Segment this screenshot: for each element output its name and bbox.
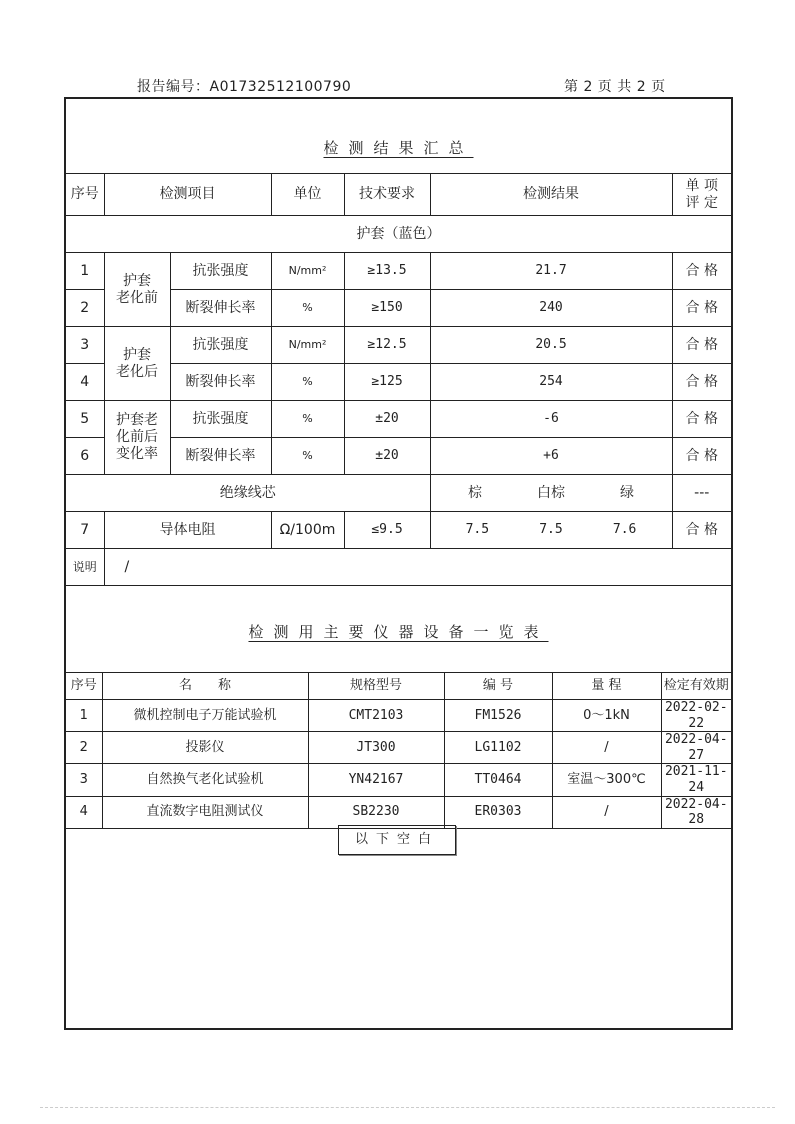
- row-group: 护套 老化后: [104, 327, 170, 401]
- summary-header-row: [66, 174, 731, 216]
- color-brown: 棕: [468, 484, 482, 501]
- report-number: 报告编号：A01732512100790: [137, 79, 352, 95]
- row-unit: %: [271, 290, 344, 327]
- row-unit: %: [271, 364, 344, 401]
- row-range: 室温～300℃: [552, 764, 661, 796]
- resistance-value: 7.6: [612, 522, 637, 538]
- page-bottom-divider: [40, 1107, 775, 1108]
- row-eval: 合 格: [672, 253, 731, 290]
- row-item: 断裂伸长率: [170, 364, 271, 401]
- row-item: 断裂伸长率: [170, 438, 271, 475]
- row-name: 自然换气老化试验机: [102, 764, 308, 796]
- row-code: LG1102: [444, 732, 552, 764]
- row-req: ≥12.5: [344, 327, 430, 364]
- row-name: 投影仪: [102, 732, 308, 764]
- group-row: [66, 216, 731, 253]
- row-model: SB2230: [308, 796, 444, 828]
- row-eval: 合 格: [672, 327, 731, 364]
- row-unit: %: [271, 401, 344, 438]
- table-row: [66, 327, 731, 364]
- page-indicator: 第 2 页 共 2 页: [564, 79, 666, 95]
- col-eval: 单 项 评 定: [672, 174, 731, 216]
- col-no: 序号: [66, 673, 102, 700]
- row-eval: 合 格: [672, 401, 731, 438]
- note-row: [66, 549, 731, 586]
- equipment-table: [66, 672, 731, 829]
- row-req: ±20: [344, 401, 430, 438]
- row-result: -6: [430, 401, 672, 438]
- col-code: 编 号: [444, 673, 552, 700]
- note-value: /: [104, 549, 731, 586]
- col-item: 检测项目: [104, 174, 271, 216]
- row-unit: Ω/100m: [271, 512, 344, 549]
- row-item: 断裂伸长率: [170, 290, 271, 327]
- col-req: 技术要求: [344, 174, 430, 216]
- row-no: 6: [66, 438, 104, 475]
- table-row: [66, 401, 731, 438]
- row-code: ER0303: [444, 796, 552, 828]
- row-valid: 2022-04-27: [661, 732, 731, 764]
- row-req: ≤9.5: [344, 512, 430, 549]
- col-name: 名 称: [102, 673, 308, 700]
- row-item: 抗张强度: [170, 327, 271, 364]
- table-row: [66, 764, 731, 796]
- row-req: ±20: [344, 438, 430, 475]
- table-row: [66, 700, 731, 732]
- col-no: 序号: [66, 174, 104, 216]
- row-req: ≥125: [344, 364, 430, 401]
- resistance-value: 7.5: [539, 522, 563, 538]
- equipment-header-row: [66, 673, 731, 700]
- color-green: 绿: [620, 484, 634, 501]
- resistance-row: [66, 512, 731, 549]
- note-label: 说明: [66, 549, 104, 586]
- row-item: 导体电阻: [104, 512, 271, 549]
- row-group: 护套 老化前: [104, 253, 170, 327]
- row-no: 3: [66, 764, 102, 796]
- row-unit: N/mm²: [271, 253, 344, 290]
- col-unit: 单位: [271, 174, 344, 216]
- row-valid: 2022-04-28: [661, 796, 731, 828]
- color-white-brown: 白棕: [537, 484, 565, 501]
- summary-title: 检测结果汇总: [323, 139, 474, 157]
- row-unit: N/mm²: [271, 327, 344, 364]
- row-valid: 2021-11-24: [661, 764, 731, 796]
- col-model: 规格型号: [308, 673, 444, 700]
- summary-table: [66, 173, 731, 586]
- insulation-row: [66, 475, 731, 512]
- group-label: 护套（蓝色）: [66, 216, 731, 253]
- row-model: JT300: [308, 732, 444, 764]
- row-no: 2: [66, 290, 104, 327]
- row-range: /: [552, 796, 661, 828]
- insulation-colors: [430, 475, 672, 512]
- row-no: 4: [66, 364, 104, 401]
- row-code: FM1526: [444, 700, 552, 732]
- row-model: YN42167: [308, 764, 444, 796]
- row-no: 1: [66, 700, 102, 732]
- row-item: 抗张强度: [170, 253, 271, 290]
- row-eval: 合 格: [672, 438, 731, 475]
- row-group: 护套老 化前后 变化率: [104, 401, 170, 475]
- row-no: 4: [66, 796, 102, 828]
- row-unit: %: [271, 438, 344, 475]
- table-row: [66, 253, 731, 290]
- row-req: ≥150: [344, 290, 430, 327]
- row-name: 微机控制电子万能试验机: [102, 700, 308, 732]
- row-model: CMT2103: [308, 700, 444, 732]
- col-range: 量 程: [552, 673, 661, 700]
- row-req: ≥13.5: [344, 253, 430, 290]
- row-name: 直流数字电阻测试仪: [102, 796, 308, 828]
- row-result: 240: [430, 290, 672, 327]
- resistance-values: [430, 512, 672, 549]
- row-eval: 合 格: [672, 290, 731, 327]
- row-eval: 合 格: [672, 364, 731, 401]
- report-frame: [64, 97, 733, 1030]
- row-range: 0～1kN: [552, 700, 661, 732]
- row-no: 3: [66, 327, 104, 364]
- row-no: 5: [66, 401, 104, 438]
- equipment-title: 检测用主要仪器设备一览表: [248, 623, 549, 641]
- row-result: 254: [430, 364, 672, 401]
- blank-below-box: 以下空白: [338, 825, 456, 855]
- row-range: /: [552, 732, 661, 764]
- row-result: 20.5: [430, 327, 672, 364]
- row-item: 抗张强度: [170, 401, 271, 438]
- resistance-value: 7.5: [465, 522, 490, 538]
- col-valid: 检定有效期: [661, 673, 731, 700]
- col-result: 检测结果: [430, 174, 672, 216]
- row-result: +6: [430, 438, 672, 475]
- row-no: 1: [66, 253, 104, 290]
- row-result: 21.7: [430, 253, 672, 290]
- table-row: [66, 732, 731, 764]
- row-no: 7: [66, 512, 104, 549]
- table-row: [66, 796, 731, 828]
- row-no: 2: [66, 732, 102, 764]
- insulation-label: 绝缘线芯: [66, 475, 430, 512]
- row-valid: 2022-02-22: [661, 700, 731, 732]
- row-eval: 合 格: [672, 512, 731, 549]
- row-code: TT0464: [444, 764, 552, 796]
- insulation-eval: ---: [672, 475, 731, 512]
